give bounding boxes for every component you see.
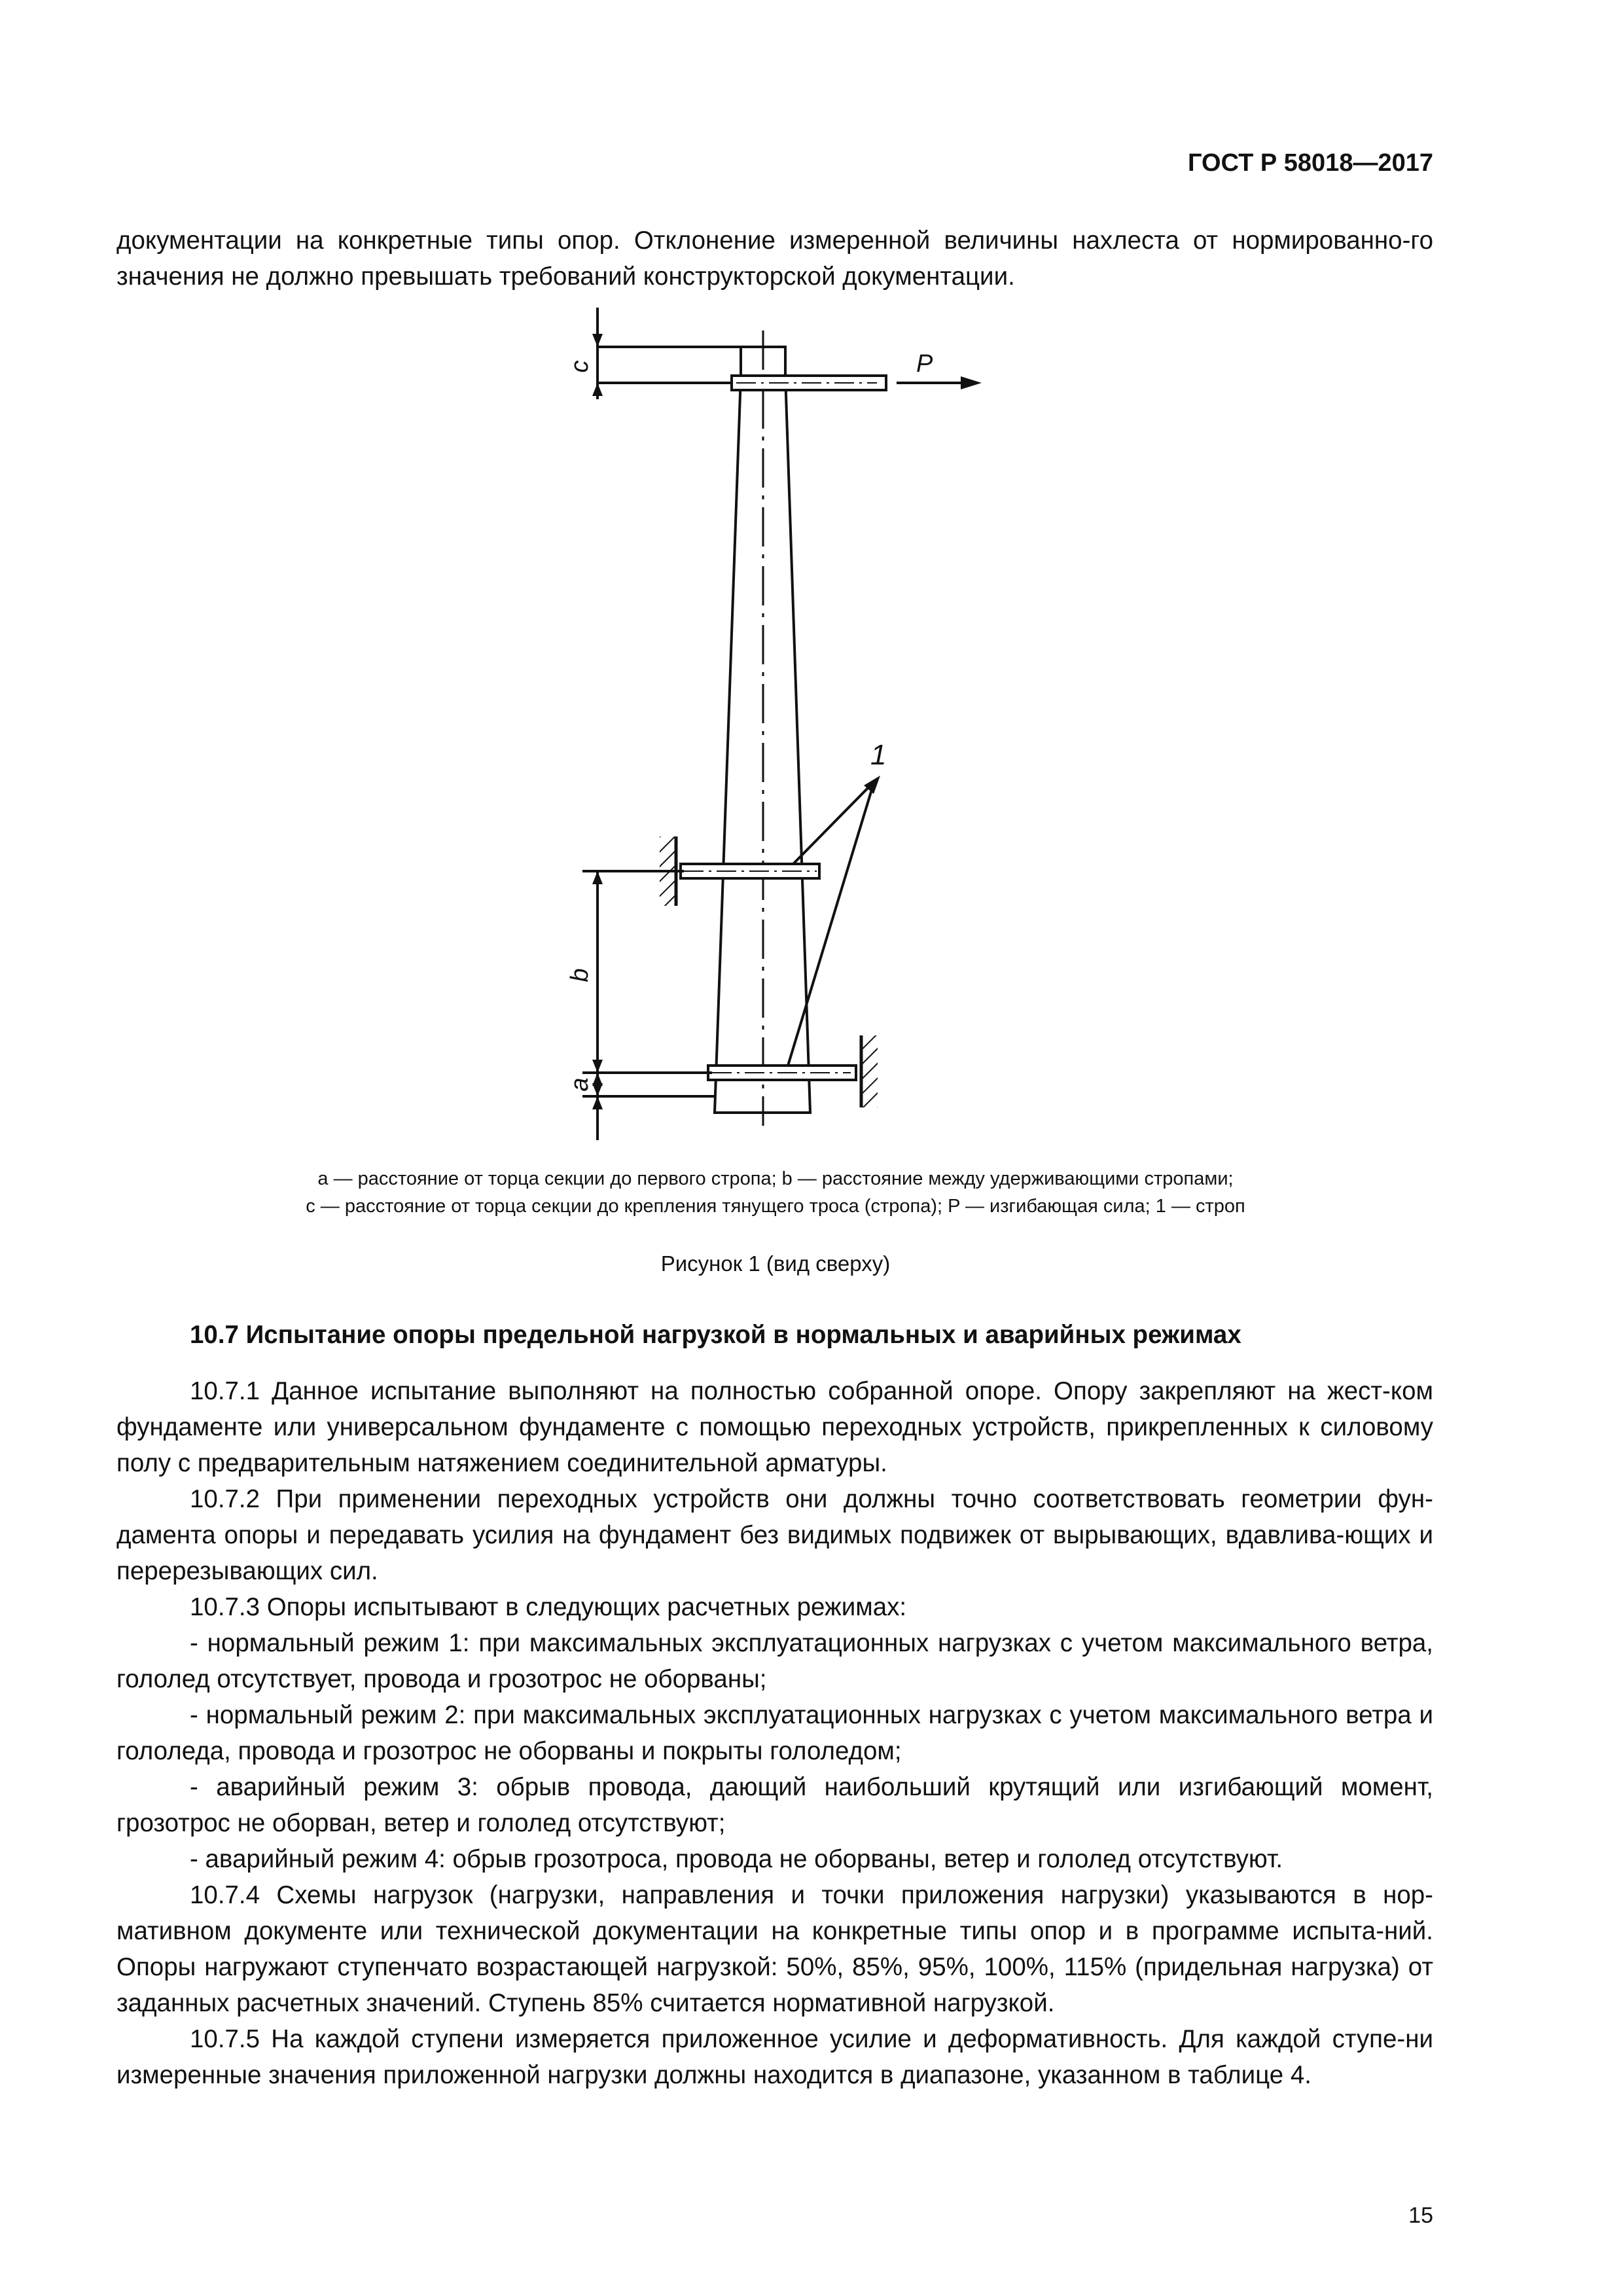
label-c: c — [566, 360, 594, 373]
list-item-mode-4: - аварийный режим 4: обрыв грозотроса, провода не оборваны, ветер и гололед отсутствуют. — [190, 1845, 1283, 1873]
sling-leader-line — [793, 785, 870, 864]
intro-paragraph: документации на конкретные типы опор. Отклонение измеренной величины нахлеста от нормированно-го значения не должно превышать требований конструкторской документации. — [116, 226, 1433, 291]
page-number: 15 — [1408, 2203, 1433, 2228]
figure-caption-legend — [118, 1165, 1433, 1220]
paragraph-10-7-1: 10.7.1 Данное испытание выполняют на полностью собранной опоре. Опору закрепляют на жест-ком фундаменте или универсальном фундаменте с помощью переходных устройств, прикрепленных к силовому полу с предварительным натяжением соединительной арматуры. — [116, 1377, 1433, 1477]
document-code: ГОСТ Р 58018—2017 — [1188, 149, 1433, 177]
caption-line-1: a — расстояние от торца секции до первого стропа; b — расстояние между удерживающими стропами; — [317, 1168, 1234, 1189]
figure-title: Рисунок 1 (вид сверху) — [660, 1251, 891, 1276]
list-item-mode-1: - нормальный режим 1: при максимальных эксплуатационных нагрузках с учетом максимального ветра, гололед отсутствует, провода и грозотрос не оборваны; — [116, 1629, 1433, 1693]
label-a: a — [566, 1077, 594, 1092]
list-item-mode-3: - аварийный режим 3: обрыв провода, дающий наибольший крутящий или изгибающий момент, грозотрос не оборван, ветер и гололед отсутствуют; — [116, 1773, 1433, 1837]
label-p: P — [916, 350, 933, 378]
list-item-mode-2: - нормальный режим 2: при максимальных эксплуатационных нагрузках с учетом максимального ветра и гололеда, провода и грозотрос не оборваны и покрыты гололедом; — [116, 1701, 1433, 1765]
paragraph-10-7-2: 10.7.2 При применении переходных устройств они должны точно соответствовать геометрии фун-дамента опоры и передавать усилия на фундамент без видимых подвижек от вырывающих, вдавлива-ющих и перерезывающих сил. — [116, 1485, 1433, 1585]
paragraph-10-7-3: 10.7.3 Опоры испытывают в следующих расчетных режимах: — [190, 1593, 907, 1621]
label-1: 1 — [870, 739, 887, 771]
section-heading: 10.7 Испытание опоры предельной нагрузкой в нормальных и аварийных режимах — [190, 1321, 1241, 1349]
label-b: b — [566, 968, 594, 982]
paragraph-10-7-4: 10.7.4 Схемы нагрузок (нагрузки, направления и точки приложения нагрузки) указываются в нор-мативном документе или технической документации на конкретные типы опор и в программе испыта-ний. Опоры нагружают ступенчато возрастающей нагрузкой: 50%, 85%, 95%, 100%, 115% (придельная нагрузка) от заданных расчетных значений. Ступень 85% считается нормативной нагрузкой. — [116, 1881, 1433, 2017]
paragraph-10-7-5: 10.7.5 На каждой ступени измеряется приложенное усилие и деформативность. Для каждой ступе-ни измеренные значения приложенной нагрузки должны находится в диапазоне, указанном в таблице 4. — [116, 2025, 1433, 2089]
caption-line-2: с — расстояние от торца секции до крепления тянущего троса (стропа); P — изгибающая сила; 1 — строп — [306, 1196, 1245, 1217]
